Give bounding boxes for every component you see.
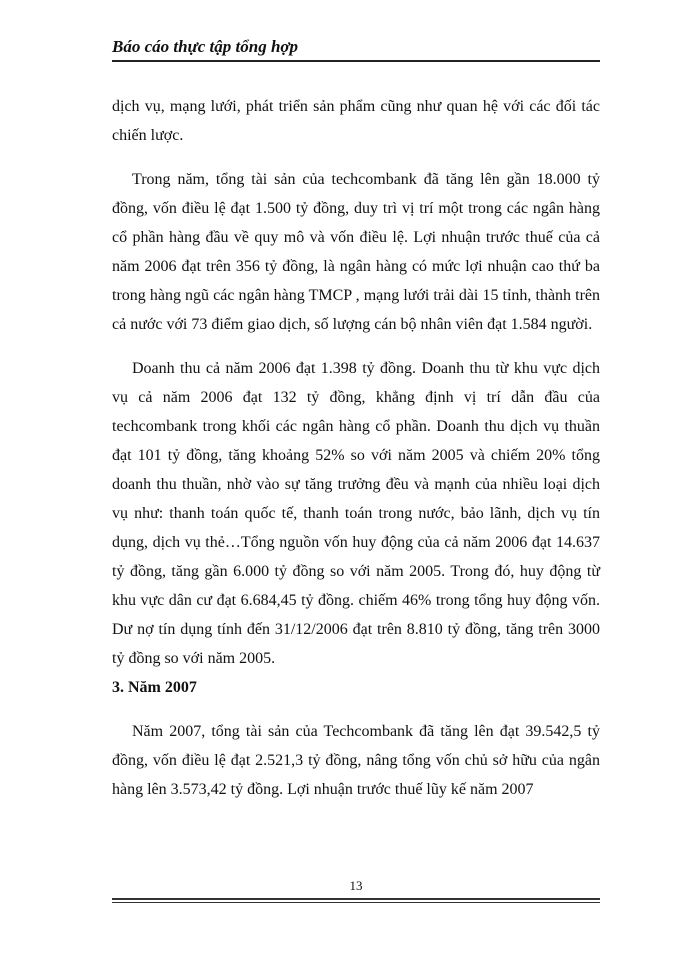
paragraph-revenue-2006: Doanh thu cả năm 2006 đạt 1.398 tỷ đồng. Doanh thu từ khu vực dịch vụ cả năm 2006 đạt 132 tỷ đồng, khẳng định vị trí dẫn đầu của techcombank trong khối các ngân hàng cổ phần. Doanh thu dịch vụ thuần đạt 101 tỷ đồng, tăng khoảng 52% so với năm 2005 và chiếm 20% tổng doanh thu thuần, nhờ vào sự tăng trưởng đều và mạnh của nhiều loại dịch vụ như: thanh toán quốc tế, thanh toán trong nước, bảo lãnh, dịch vụ tín dụng, dịch vụ thẻ…Tổng nguồn vốn huy động của cả năm 2006 đạt 14.637 tỷ đồng, tăng gần 6.000 tỷ đồng so với năm 2005. Trong đó, huy động từ khu vực dân cư đạt 6.684,45 tỷ đồng. chiếm 46% trong tổng huy động vốn. Dư nợ tín dụng tính đến 31/12/2006 đạt trên 8.810 tỷ đồng, tăng trên 3000 tỷ đồng so với năm 2005. (112, 360, 600, 667)
paragraph-total-assets-2007: Năm 2007, tổng tài sản của Techcombank đã tăng lên đạt 39.542,5 tỷ đồng, vốn điều lệ đạt 2.521,3 tỷ đồng, nâng tổng vốn chủ sở hữu của ngân hàng lên 3.573,42 tỷ đồng. Lợi nhuận trước thuế lũy kế năm 2007 (112, 723, 600, 798)
page-header (112, 36, 600, 58)
page-footer (112, 878, 600, 903)
page-number: 13 (349, 878, 363, 893)
paragraph-continuation: dịch vụ, mạng lưới, phát triển sản phẩm cũng như quan hệ với các đối tác chiến lược. (112, 98, 600, 144)
section-heading-2007: 3. Năm 2007 (112, 679, 197, 696)
header-title: Báo cáo thực tập tổng hợp (112, 37, 299, 56)
header-rule (112, 60, 600, 62)
page-content (112, 92, 600, 804)
footer-rule (112, 898, 600, 903)
paragraph-total-assets-2006: Trong năm, tổng tài sản của techcombank đã tăng lên gần 18.000 tỷ đồng, vốn điều lệ đạt 1.500 tỷ đồng, duy trì vị trí một trong các ngân hàng cổ phần hàng đầu về quy mô và vốn điều lệ. Lợi nhuận trước thuế của cả năm 2006 đạt trên 356 tỷ đồng, là ngân hàng có mức lợi nhuận cao thứ ba trong hàng ngũ các ngân hàng TMCP , mạng lưới trải dài 15 tỉnh, thành trên cả nước với 73 điểm giao dịch, số lượng cán bộ nhân viên đạt 1.584 người. (112, 171, 600, 333)
